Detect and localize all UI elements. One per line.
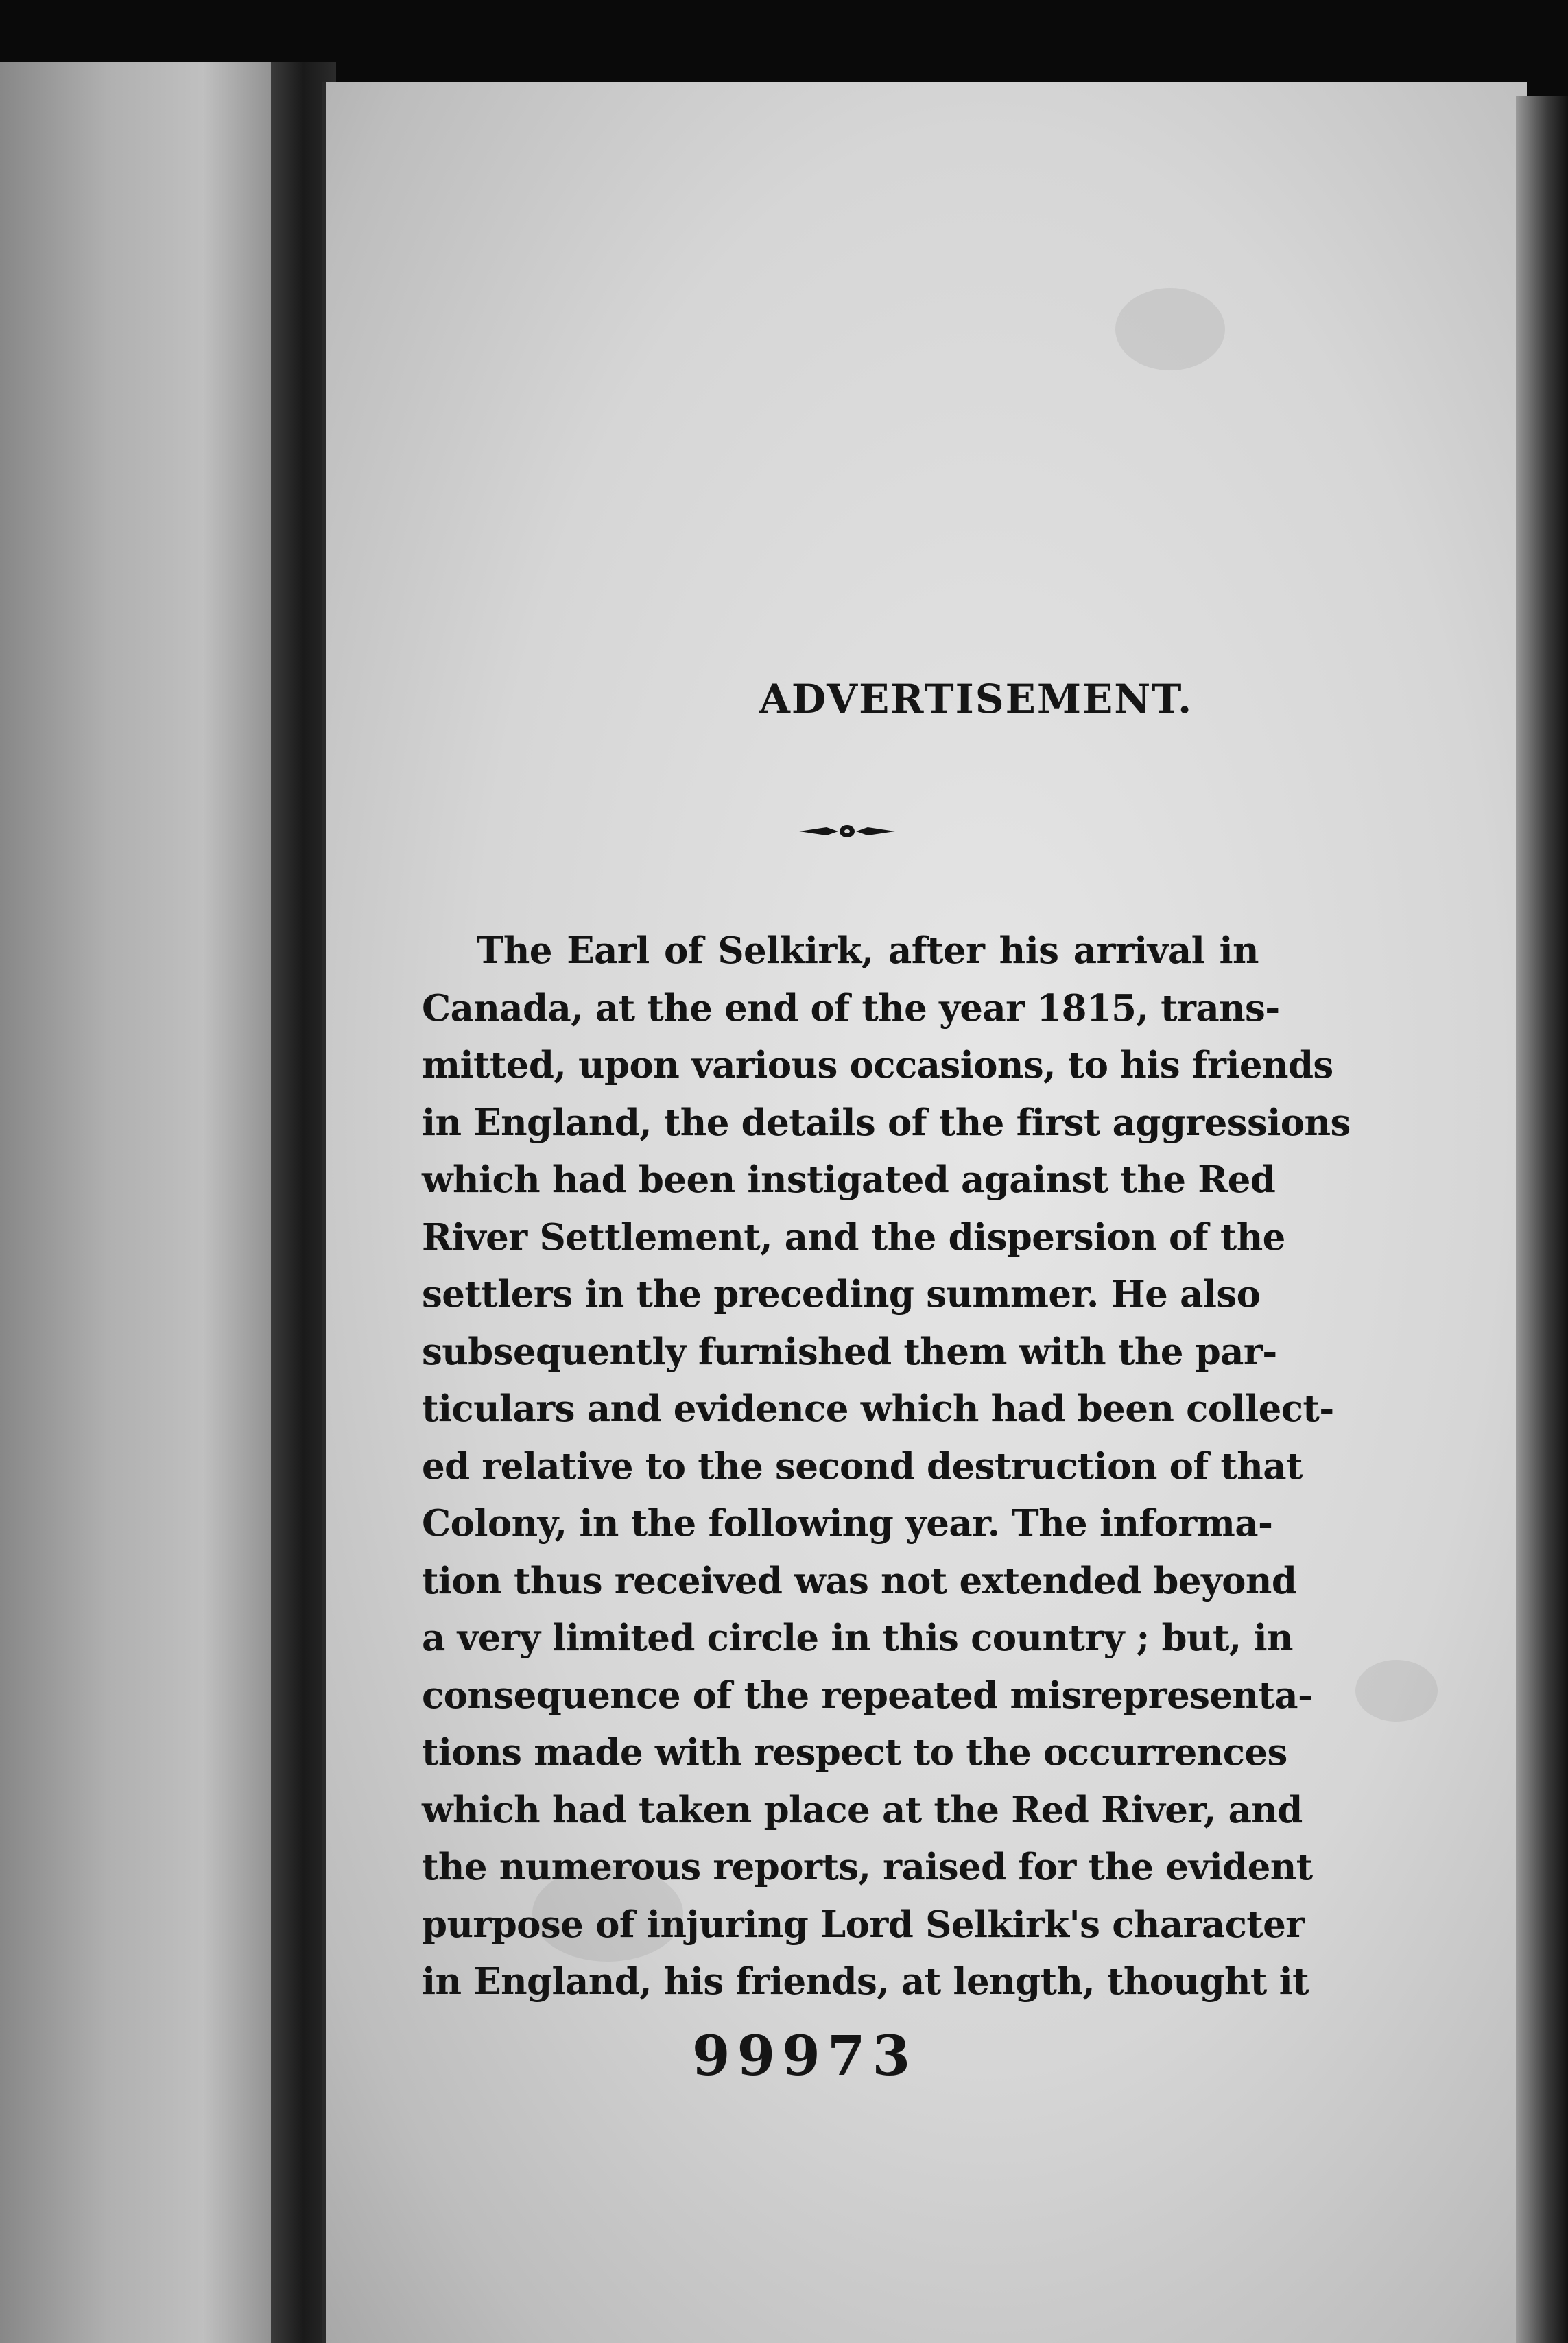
paragraph-line: which had taken place at the Red River, and — [422, 1788, 1303, 1831]
paragraph-line: subsequently furnished them with the par- — [422, 1330, 1277, 1373]
page-edge — [1516, 96, 1568, 2343]
paragraph-line: consequence of the repeated misrepresenta- — [422, 1674, 1313, 1717]
paragraph-line: The Earl of Selkirk, after his arrival in — [477, 929, 1259, 972]
divider-ornament — [796, 818, 899, 845]
paragraph-line: Canada, at the end of the year 1815, trans- — [422, 986, 1280, 1030]
signature-number: 99973 — [691, 2023, 918, 2088]
paragraph-line: tion thus received was not extended beyond — [422, 1559, 1297, 1602]
paragraph-line: ed relative to the second destruction of that — [422, 1444, 1303, 1488]
paragraph-line: ticulars and evidence which had been collect- — [422, 1388, 1334, 1430]
paragraph-line: the numerous reports, raised for the evident — [422, 1846, 1313, 1888]
paragraph-line: in England, the details of the first aggressions — [422, 1101, 1351, 1144]
paragraph-line: settlers in the preceding summer. He also — [422, 1273, 1261, 1316]
paragraph-line: Colony, in the following year. The informa- — [422, 1502, 1273, 1545]
paragraph-line: which had been instigated against the Red — [422, 1158, 1276, 1201]
paragraph-line: purpose of injuring Lord Selkirk's character — [422, 1903, 1305, 1946]
facing-page-fragment — [0, 62, 271, 2343]
paragraph-line: River Settlement, and the dispersion of the — [422, 1215, 1285, 1259]
page-heading: ADVERTISEMENT. — [759, 676, 1193, 722]
paragraph-line: tions made with respect to the occurrences — [422, 1731, 1287, 1774]
paragraph-line: mitted, upon various occasions, to his friends — [422, 1044, 1333, 1086]
paragraph-line: in England, his friends, at length, thought it — [422, 1960, 1309, 2003]
advertisement-paragraph — [422, 923, 1351, 2011]
paragraph-line: a very limited circle in this country ; but, in — [422, 1617, 1293, 1659]
